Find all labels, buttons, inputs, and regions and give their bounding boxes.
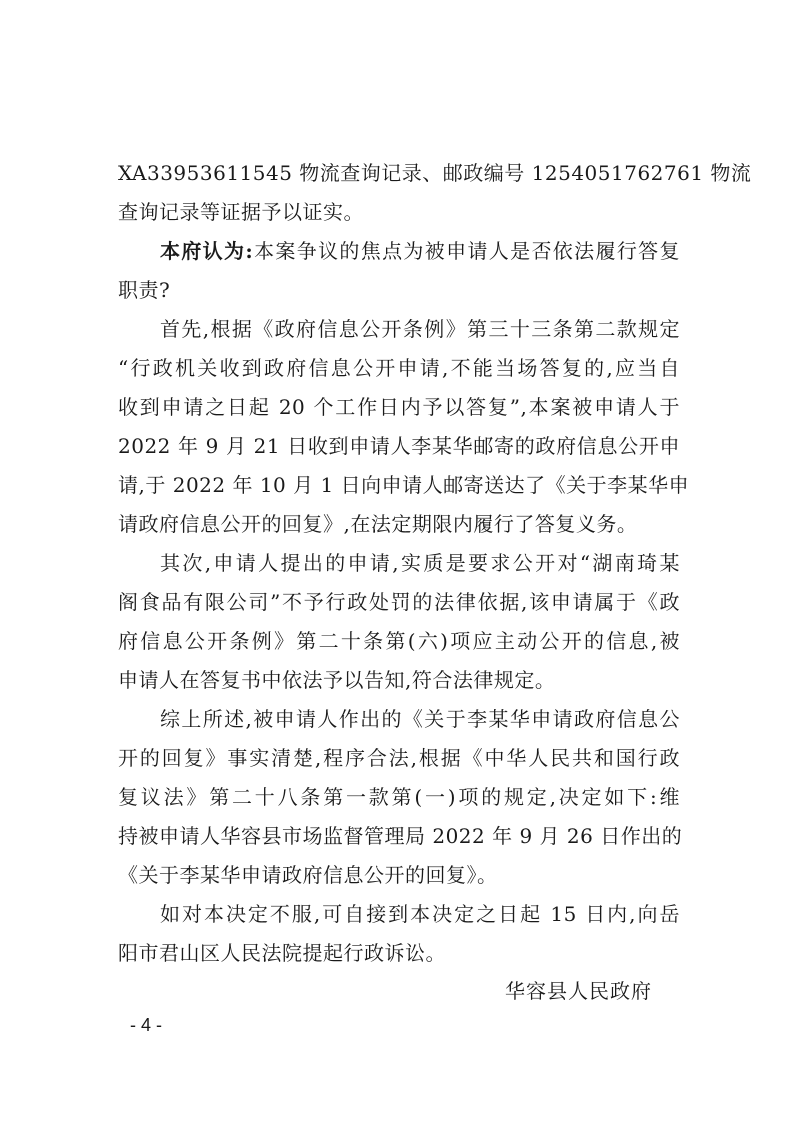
issuing-authority-signature: 华容县人民政府 xyxy=(505,979,652,1003)
paragraph-opinion xyxy=(118,232,680,310)
text-line: 收到申请之日起 20 个工作日内予以答复”,本案被申请人于 xyxy=(118,395,680,419)
paragraph-conclusion xyxy=(118,700,683,895)
text-line xyxy=(118,232,680,271)
paragraph-evidence xyxy=(118,154,752,232)
text-line: 复议法》第二十八条第一款第(一)项的规定,决定如下:维 xyxy=(118,785,680,809)
page-number: - 4 - xyxy=(130,1015,163,1035)
text-line: 查询记录等证据予以证实。 xyxy=(118,200,364,224)
opinion-label: 本府认为: xyxy=(160,239,254,263)
paragraph-second-point xyxy=(118,544,680,700)
text-line: “行政机关收到政府信息公开申请,不能当场答复的,应当自 xyxy=(118,356,680,380)
text-line: 《关于李某华申请政府信息公开的回复》。 xyxy=(118,863,498,887)
text-line: 开的回复》事实清楚,程序合法,根据《中华人民共和国行政 xyxy=(118,746,680,770)
text-line: 2022 年 9 月 21 日收到申请人李某华邮寄的政府信息公开申 xyxy=(118,434,680,458)
document-body xyxy=(118,154,752,973)
text-line: 申请人在答复书中依法予以告知,符合法律规定。 xyxy=(118,668,556,692)
opinion-text: 本案争议的焦点为被申请人是否依法履行答复 xyxy=(253,239,680,263)
text-line: 首先,根据《政府信息公开条例》第三十三条第二款规定 xyxy=(160,317,680,341)
text-line: 职责? xyxy=(118,278,171,302)
text-line: 阁食品有限公司”不予行政处罚的法律依据,该申请属于《政 xyxy=(118,590,680,614)
text-line: 请政府信息公开的回复》,在法定期限内履行了答复义务。 xyxy=(118,512,638,536)
paragraph-appeal-notice xyxy=(118,895,680,973)
paragraph-first-point xyxy=(118,310,690,544)
text-line: 综上所述,被申请人作出的《关于李某华申请政府信息公 xyxy=(160,707,680,731)
text-line: 其次,申请人提出的申请,实质是要求公开对“湖南琦某 xyxy=(160,551,680,575)
text-line: 请,于 2022 年 10 月 1 日向申请人邮寄送达了《关于李某华申 xyxy=(118,473,690,497)
text-line: 府信息公开条例》第二十条第(六)项应主动公开的信息,被 xyxy=(118,629,680,653)
text-line: 如对本决定不服,可自接到本决定之日起 15 日内,向岳 xyxy=(160,902,680,926)
text-line: 持被申请人华容县市场监督管理局 2022 年 9 月 26 日作出的 xyxy=(118,824,683,848)
text-line: 阳市君山区人民法院提起行政诉讼。 xyxy=(118,941,446,965)
text-line: XA33953611545 物流查询记录、邮政编号 1254051762761 物流 xyxy=(118,161,752,185)
